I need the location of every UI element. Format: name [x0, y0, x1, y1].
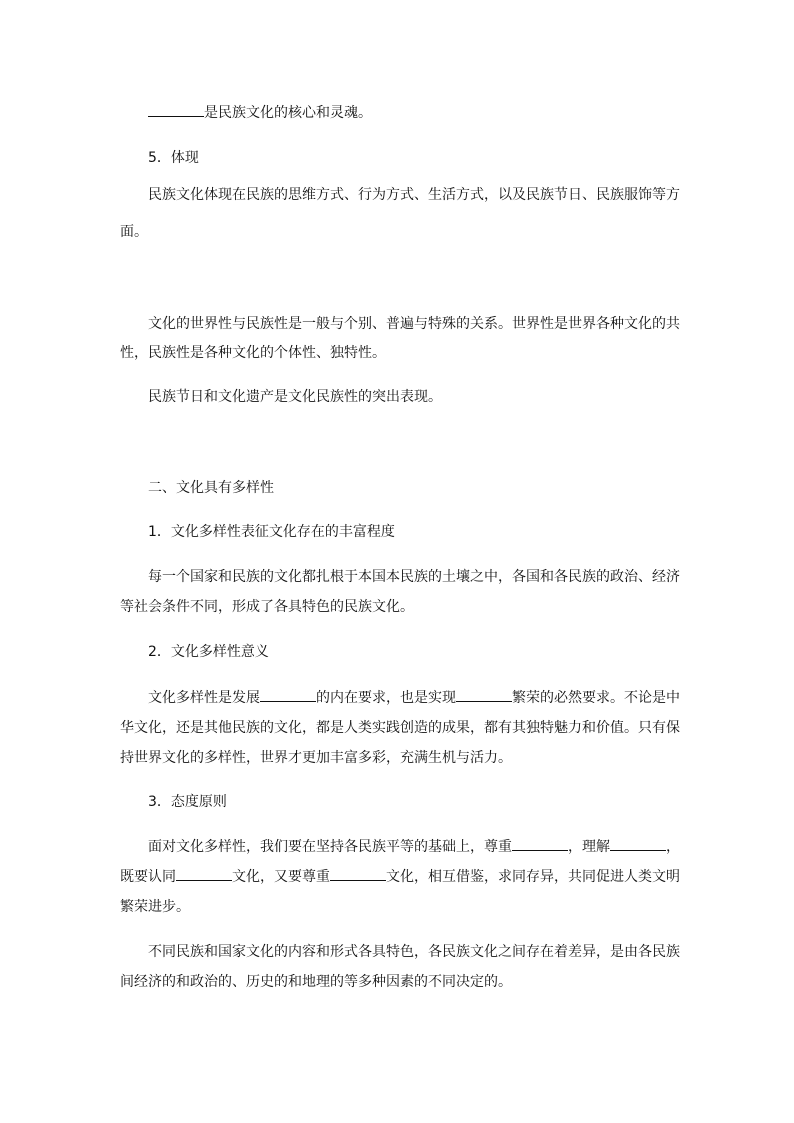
- text-line: [120, 867, 680, 887]
- text-line: [148, 688, 680, 708]
- fill-blank: [176, 868, 232, 881]
- text-segment: 文化，又要尊重: [232, 869, 330, 885]
- text-line: 持世界文化的多样性，世界才更加丰富多彩，充满生机与活力。: [120, 750, 512, 766]
- text-line: 等社会条件不同，形成了各具特色的民族文化。: [120, 599, 414, 615]
- text-line: 性，民族性是各种文化的个体性、独特性。: [120, 345, 386, 361]
- text-line: 不同民族和国家文化的内容和形式各具特色，各民族文化之间存在着差异，是由各民族: [148, 944, 680, 960]
- text-line: 民族节日和文化遗产是文化民族性的突出表现。: [148, 389, 442, 405]
- fill-blank: [610, 838, 666, 851]
- section-heading: 3．态度原则: [148, 794, 227, 810]
- fill-blank: [456, 689, 512, 702]
- text-segment: 繁荣的必然要求。不论是中: [512, 690, 680, 706]
- text-segment: ，理解: [568, 839, 610, 855]
- text-segment: 文化多样性是发展: [148, 690, 260, 706]
- text-line: 每一个国家和民族的文化都扎根于本国本民族的土壤之中，各国和各民族的政治、经济: [148, 569, 680, 585]
- text-segment: 既要认同: [120, 869, 176, 885]
- section-heading: 5．体现: [148, 150, 199, 166]
- text-segment: 的内在要求，也是实现: [316, 690, 456, 706]
- text-line: 间经济的和政治的、历史的和地理的等多种因素的不同决定的。: [120, 974, 512, 990]
- fill-blank: [148, 104, 204, 117]
- fill-blank: [512, 838, 568, 851]
- section-heading: 2．文化多样性意义: [148, 644, 269, 660]
- fill-blank: [330, 868, 386, 881]
- text-line: 繁荣进步。: [120, 899, 190, 915]
- text-line: 文化的世界性与民族性是一般与个别、普遍与特殊的关系。世界性是世界各种文化的共: [148, 316, 680, 332]
- text-line: 华文化，还是其他民族的文化，都是人类实践创造的成果，都有其独特魅力和价值。只有保: [120, 720, 680, 736]
- text-line: [148, 103, 372, 123]
- text-segment: 文化，相互借鉴，求同存异，共同促进人类文明: [386, 869, 680, 885]
- text-segment: ，: [666, 839, 680, 855]
- fill-blank: [260, 689, 316, 702]
- text-line: 民族文化体现在民族的思维方式、行为方式、生活方式，以及民族节日、民族服饰等方: [148, 187, 680, 203]
- text-line: 面。: [120, 224, 148, 240]
- text-segment: 面对文化多样性，我们要在坚持各民族平等的基础上，尊重: [148, 839, 512, 855]
- section-heading: 二、文化具有多样性: [148, 480, 274, 496]
- section-heading: 1．文化多样性表征文化存在的丰富程度: [148, 524, 395, 540]
- text-segment: 是民族文化的核心和灵魂。: [204, 105, 372, 121]
- text-line: [148, 837, 680, 857]
